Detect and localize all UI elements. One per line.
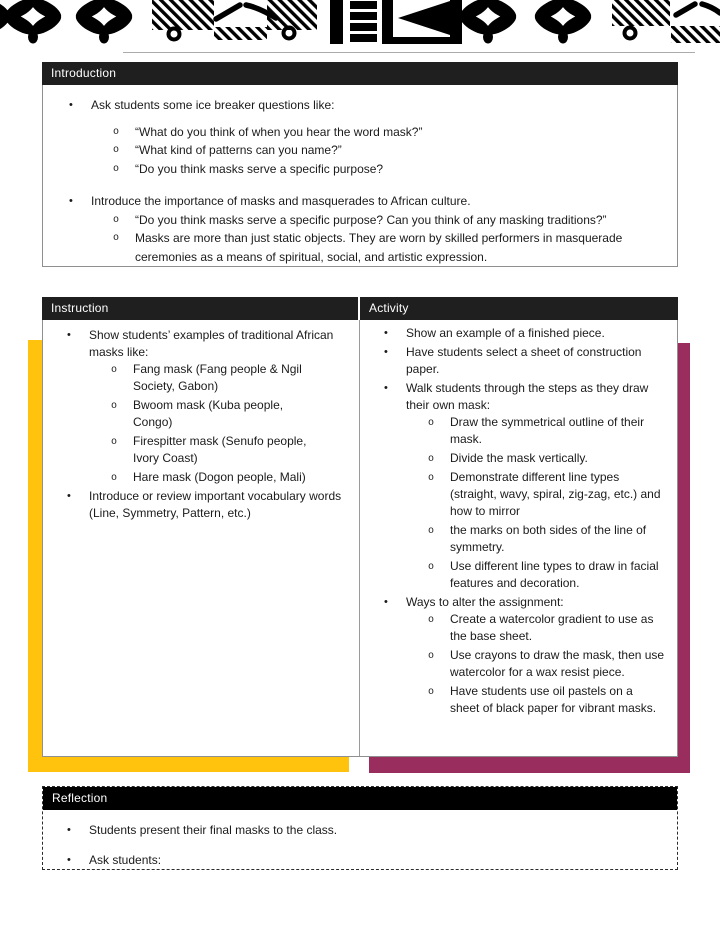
bullet-marker: • [69,99,73,111]
list-item-text: Ask students: [89,853,162,867]
list-item [45,192,653,266]
pattern-strip [0,0,720,45]
circle-marker: o [428,454,435,465]
list-item [45,96,653,178]
divider-line [123,52,695,53]
sub-list-item [406,414,665,448]
list-item [360,344,665,378]
list-item-text: Students present their final masks to the class. [89,823,338,837]
sub-bullet-list [91,211,653,267]
sub-list-item-text: Bwoom mask (Kuba people, Congo) [133,398,284,429]
sub-list-item-text: Create a watercolor gradient to use as the base sheet. [450,612,654,643]
circle-marker: o [428,418,435,429]
bullet-marker: • [384,327,388,339]
bullet-list [360,325,665,717]
circle-marker: o [428,651,435,662]
sub-list-item [91,211,653,230]
sub-list-item [89,397,349,431]
instruction-column [43,320,360,756]
sub-list-item-text: the marks on both sides of the line of symmetry. [450,523,647,554]
sub-list-item [91,141,653,160]
bullet-marker: • [67,824,71,836]
circle-marker: o [111,401,118,412]
sub-bullet-list [406,414,665,592]
circle-marker: o [428,473,435,484]
instruction-activity-section [42,297,678,757]
sub-list-item [406,647,665,681]
sub-list-item-text: Use crayons to draw the mask, then use watercolor for a wax resist piece. [450,648,665,679]
bullet-list [43,821,677,869]
introduction-section [42,62,678,267]
sub-list-item-text: “What kind of patterns can you name?” [135,143,342,157]
sub-bullet-list [89,361,349,486]
sub-list-item-text: “Do you think masks serve a specific purpose? [135,161,384,176]
circle-marker: o [428,562,435,573]
list-item [360,594,665,717]
activity-header [360,297,678,320]
sub-list-item [406,611,665,645]
sub-list-item-text: Masks are more than just static objects. They are worn by skilled performers in masquerade ceremonies as a means of spiritual, social, and artistic expression. [135,231,623,264]
sub-list-item-text: Draw the symmetrical outline of their mask. [450,415,645,446]
circle-marker: o [113,233,120,244]
list-item-text: Have students select a sheet of construction paper. [406,345,642,376]
sub-list-item-text: Firespitter mask (Senufo people, Ivory Coast) [133,434,307,465]
circle-marker: o [113,214,120,226]
sub-list-item-text: Use different line types to draw in facial features and decoration. [450,559,659,590]
list-item-text: Ask students some ice breaker questions like: [91,98,335,112]
bullet-marker: • [67,490,71,502]
circle-marker: o [428,687,435,698]
sub-list-item-text: Have students use oil pastels on a sheet of black paper for vibrant masks. [450,684,657,715]
sub-list-item [89,361,349,395]
circle-marker: o [428,526,435,537]
introduction-header [42,62,678,85]
reflection-header [43,787,677,810]
list-item-text: Introduce or review important vocabulary words (Line, Symmetry, Pattern, etc.) [89,489,342,520]
list-item [360,325,665,342]
bullet-marker: • [67,854,71,866]
list-item [360,380,665,592]
column-bodies [42,320,678,757]
list-item-text: Show students’ examples of traditional African masks like: [89,328,334,359]
bullet-marker: • [384,382,388,394]
african-pattern-banner [0,0,720,45]
introduction-body [42,85,678,267]
sub-bullet-list [406,611,665,717]
circle-marker: o [111,437,118,448]
circle-marker: o [113,163,120,175]
activity-title: Activity [369,301,409,315]
list-item [43,327,349,486]
list-item [43,488,349,522]
maroon-accent-horizontal-bar [369,757,690,773]
bullet-marker: • [384,346,388,358]
bullet-list [43,327,349,522]
bullet-marker: • [69,195,73,207]
circle-marker: o [113,126,120,138]
bullet-list [45,96,653,266]
stacked-bars-icon [330,0,393,44]
sub-list-item-text: Hare mask (Dogon people, Mali) [133,470,306,484]
sub-list-item [91,123,653,142]
sub-list-item [406,522,665,556]
list-item [43,821,677,839]
maroon-accent-vertical-bar [677,343,690,773]
sub-list-item [406,683,665,717]
triangle-block-icon [393,0,462,44]
circle-marker: o [111,473,118,484]
sub-list-item [406,450,665,467]
circle-marker: o [428,615,435,626]
sub-list-item [91,229,653,266]
sub-bullet-list [91,123,653,179]
sub-list-item-text: “Do you think masks serve a specific purpose? Can you think of any masking traditions?” [135,212,607,227]
list-item-text: Show an example of a finished piece. [406,326,605,340]
activity-column [360,320,677,756]
list-item-text: Introduce the importance of masks and masquerades to African culture. [91,194,471,208]
bullet-marker: • [384,596,388,608]
reflection-body [43,810,677,881]
sub-list-item [406,469,665,520]
introduction-title: Introduction [51,66,117,80]
reflection-title: Reflection [52,791,108,805]
sub-list-item [89,469,349,486]
list-item-text: Ways to alter the assignment: [406,595,564,609]
instruction-header [42,297,360,320]
sub-list-item-text: Divide the mask vertically. [450,451,588,465]
column-headers [42,297,678,320]
yellow-accent-horizontal-bar [28,756,349,772]
instruction-title: Instruction [51,301,109,315]
sub-list-item-text: “What do you think of when you hear the word mask?” [135,124,423,139]
sub-list-item-text: Demonstrate different line types (straight, wavy, spiral, zig-zag, etc.) and how to mirror [450,470,661,518]
sub-list-item [406,558,665,592]
circle-marker: o [111,365,118,376]
reflection-section [42,786,678,870]
sub-list-item [91,160,653,179]
list-item-text: Walk students through the steps as they draw their own mask: [406,381,649,412]
sub-list-item-text: Fang mask (Fang people & Ngil Society, Gabon) [133,362,302,393]
list-item [43,851,677,869]
bullet-marker: • [67,329,71,341]
sub-list-item [89,433,349,467]
circle-marker: o [113,145,120,156]
